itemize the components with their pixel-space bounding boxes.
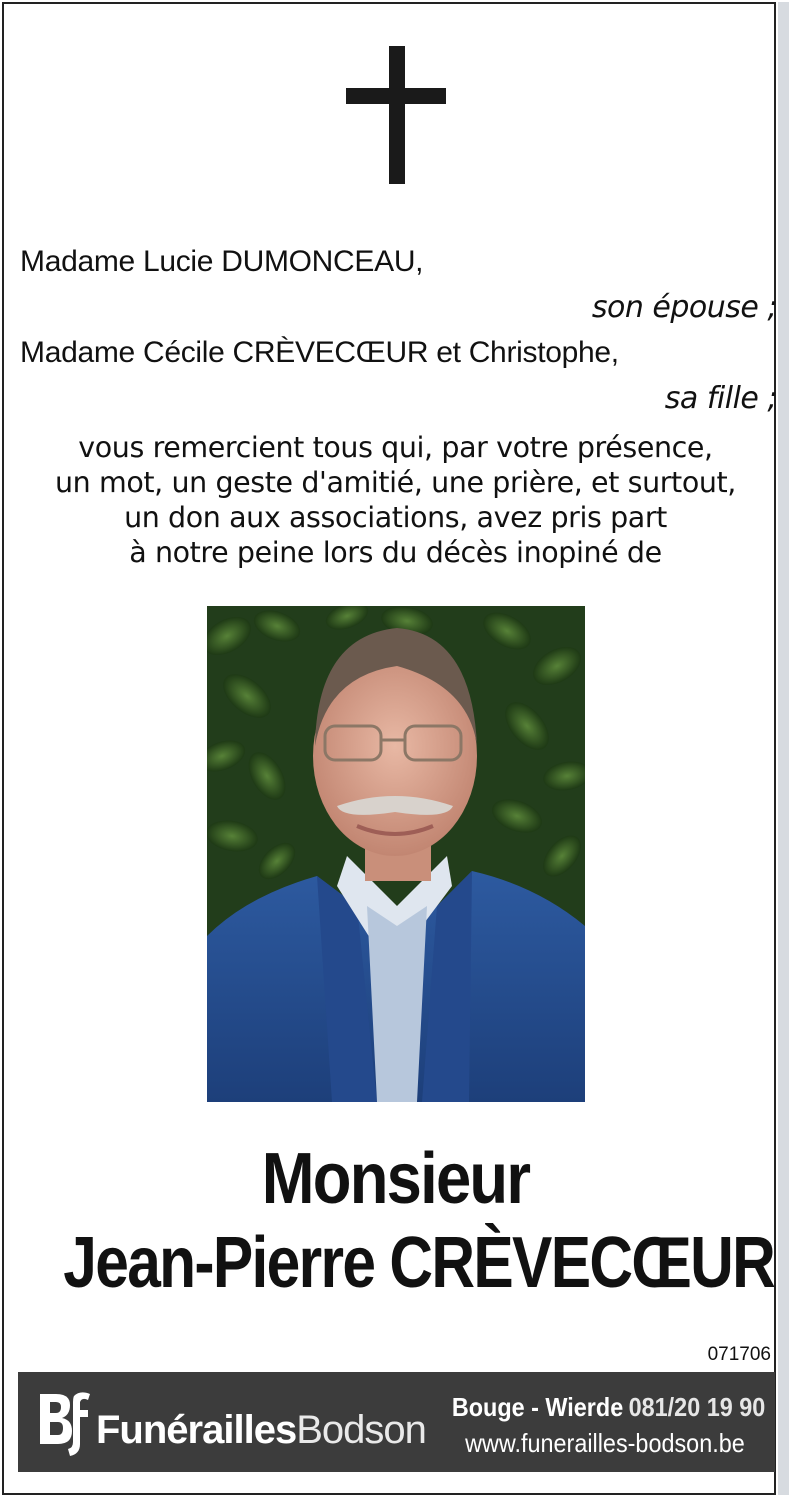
- website: www.funerailles-bodson.be: [465, 1428, 745, 1458]
- daughter-name: Madame Cécile CRÈVECŒUR et Christophe,: [20, 336, 619, 369]
- contact-line: [452, 1392, 765, 1423]
- funeral-home-banner: [18, 1372, 775, 1472]
- thanks-line: vous remercient tous qui, par votre présence,: [78, 431, 713, 464]
- deceased-name: Jean-Pierre CRÈVECŒUR: [63, 1223, 775, 1303]
- bf-logo-icon: [36, 1386, 96, 1458]
- daughter-role: sa fille ;: [664, 381, 777, 416]
- phone-number: 081/20 19 90: [628, 1392, 765, 1422]
- thanks-line: à notre peine lors du décès inopiné de: [129, 536, 662, 569]
- page-edge: [778, 2, 789, 1495]
- reference-number: 071706: [707, 1344, 771, 1365]
- thanks-line: un don aux associations, avez pris part: [124, 501, 667, 534]
- spouse-role: son épouse ;: [591, 290, 777, 325]
- thanks-text: [0, 430, 791, 570]
- funeral-home-name: [96, 1408, 426, 1453]
- deceased-title: Monsieur: [261, 1139, 530, 1219]
- brand-bold: Funérailles: [96, 1408, 297, 1452]
- brand-light: Bodson: [296, 1408, 426, 1452]
- spouse-name: Madame Lucie DUMONCEAU,: [20, 245, 424, 278]
- thanks-line: un mot, un geste d'amitié, une prière, et surtout,: [55, 466, 736, 499]
- portrait-photo: [207, 606, 585, 1102]
- locations: Bouge - Wierde: [451, 1392, 623, 1422]
